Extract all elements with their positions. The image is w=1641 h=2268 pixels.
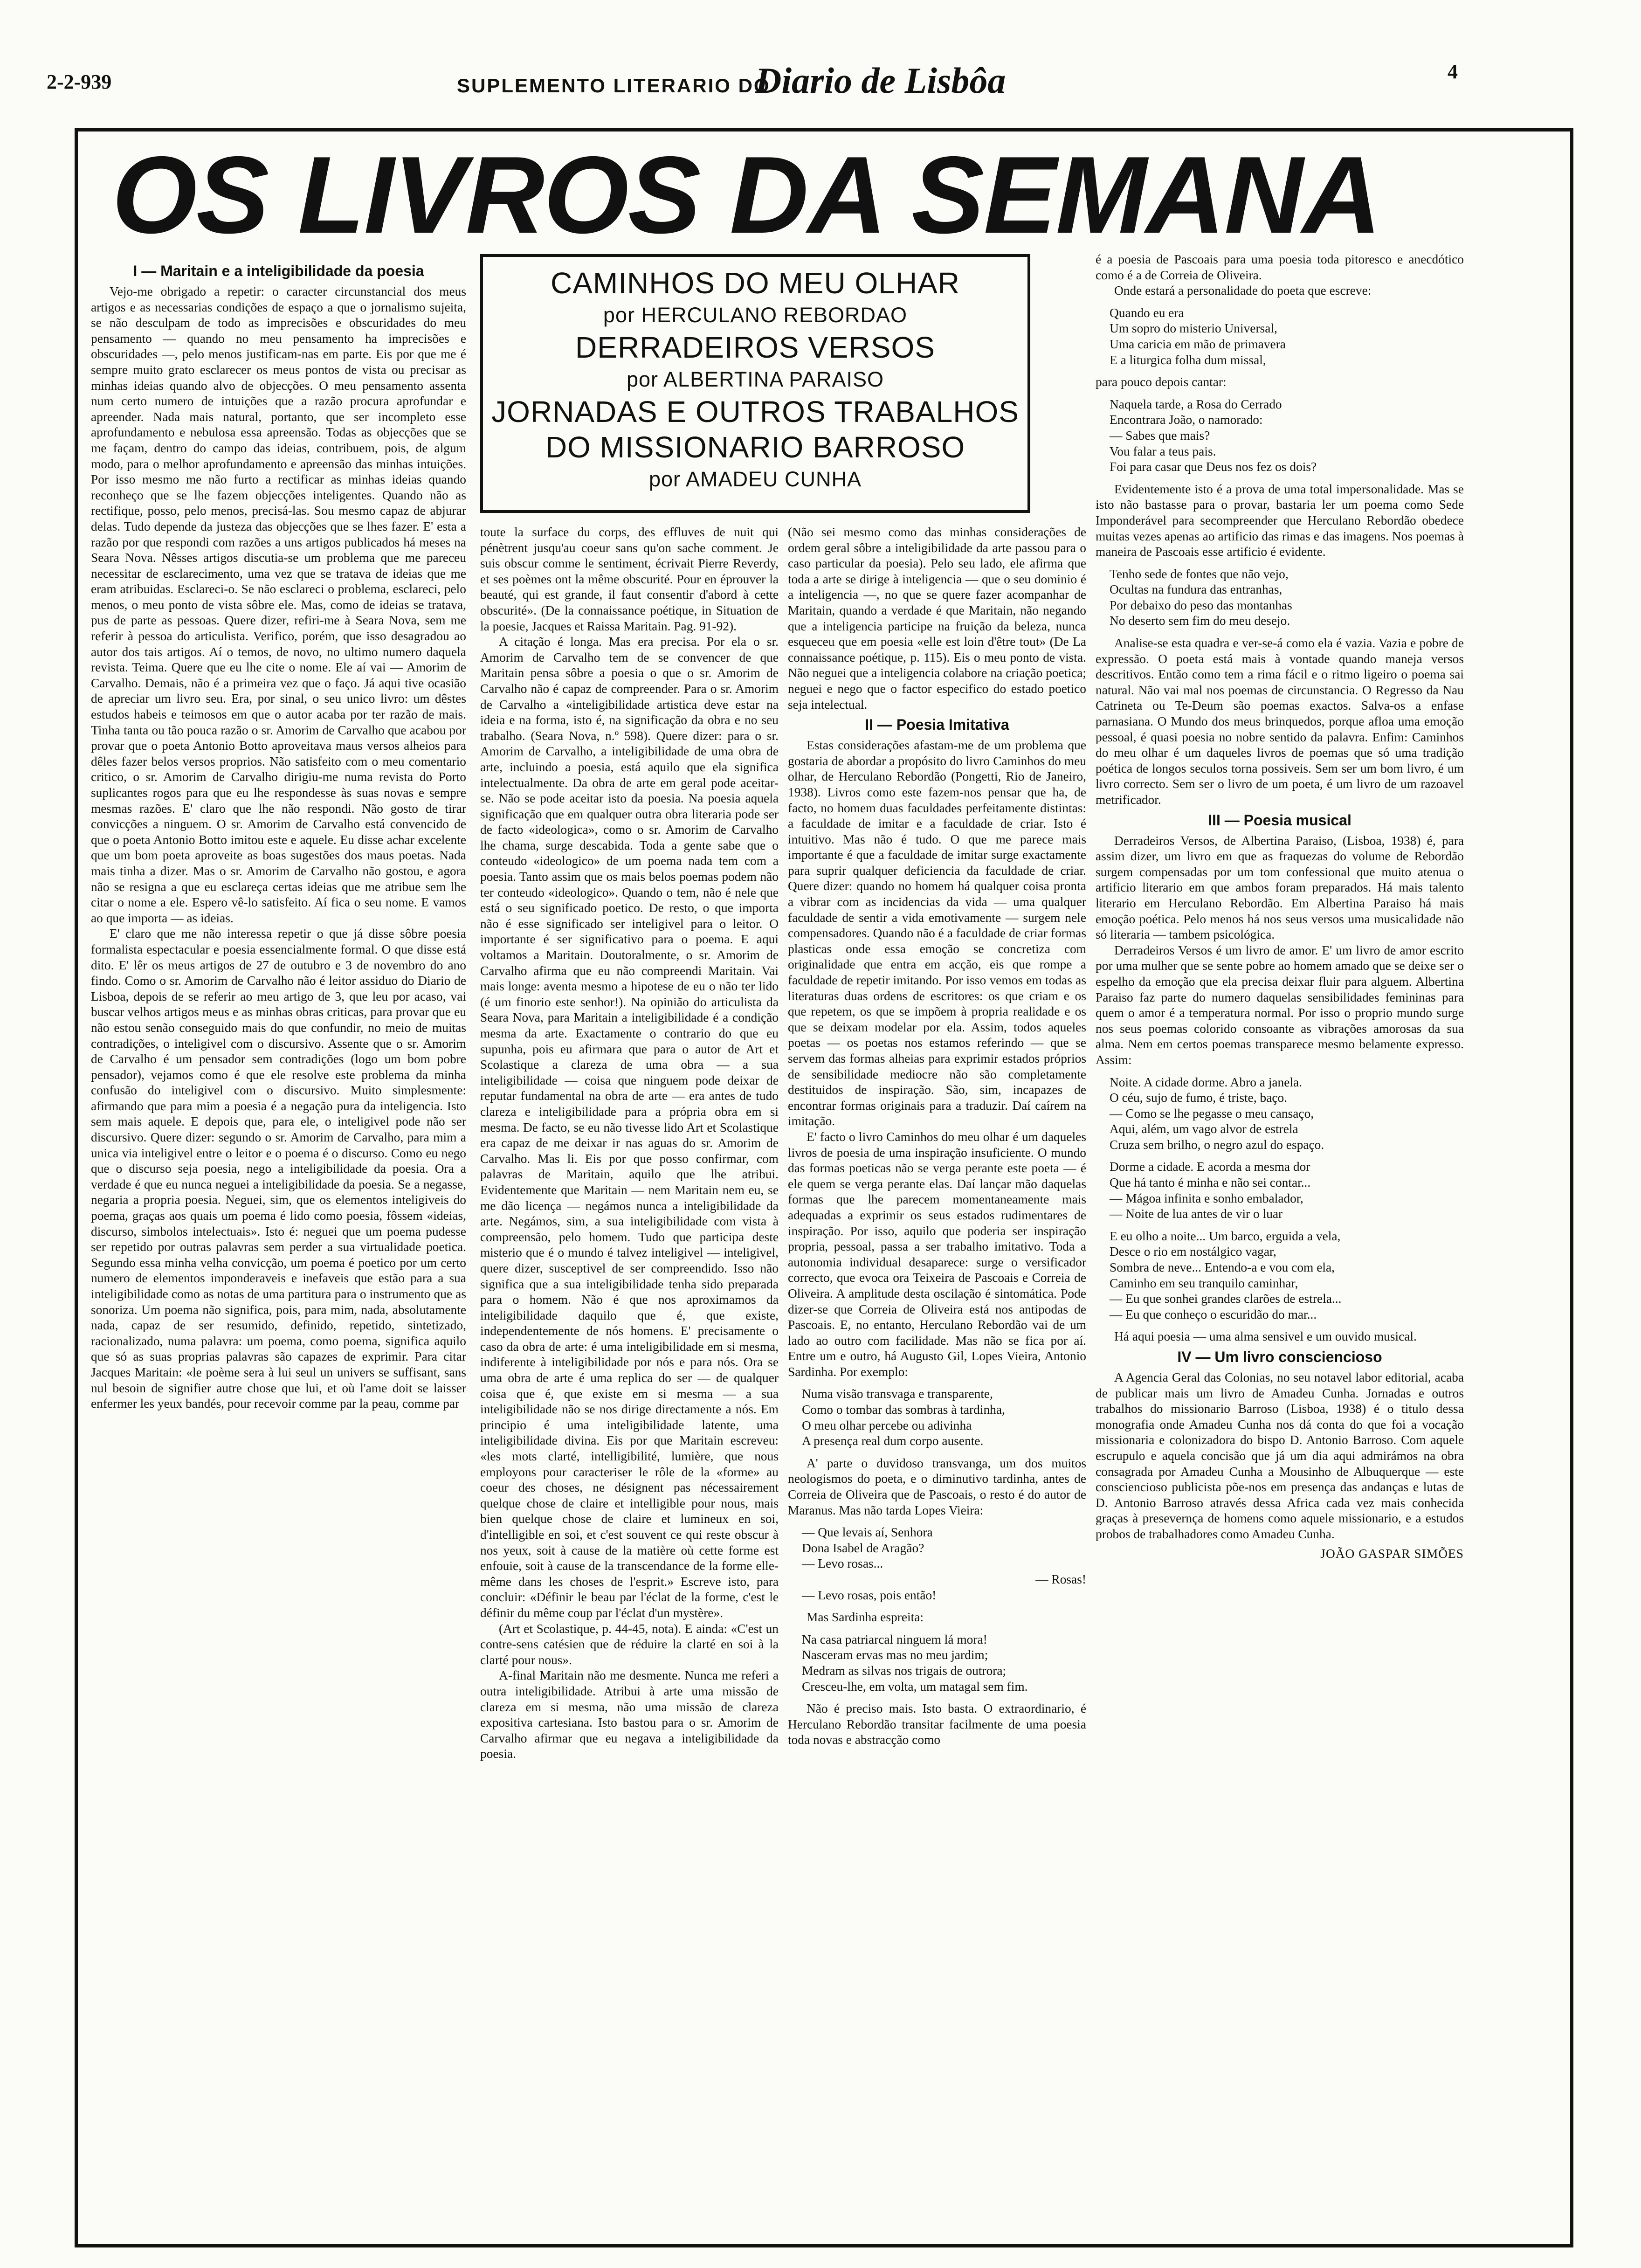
verse-block	[788, 1525, 1086, 1603]
verse-line: O meu olhar percebe ou adivinha	[802, 1418, 972, 1432]
paragraph: Vejo-me obrigado a repetir: o caracter circunstancial dos meus artigos e as necessarias condições de espaço a que o jornalismo sujeita, se não desculpam de todo as imprecisões e obscuridades do meu pensamento — quando no meu pensamento ha imprecisões e obscuridades —, pelo menos justificam-nas em parte. Eis por que me é sempre muito grato esclarecer os meus pontos de vista ou precisar as minhas ideias quando alvo de objecções. O meu pensamento assenta num certo numero de intuições que a razão procura aprofundar e apreender. Nada mais natural, portanto, que ser incompleto esse aprofundamento e nebulosa essa apreensão. Todas as objecções que se me façam, dentro do campo das ideias, contribuem, pois, de algum modo, para o melhor aprofundamento e apreensão das minhas intuições. Por isso mesmo me não furto a rectificar as minhas ideias quando reconheço que se lhe fazem objecções inteligentes. Quando não as rectifique, posso, pelo menos, precisá-las. Sou mesmo capaz de abjurar delas. Tudo depende da justeza das objecções que se lhes fazer. E' esta a razão por que respondi com razões a uns artigos publicados há meses na Seara Nova. Nêsses artigos discutia-se um problema que me pareceu necessitar de esclarecimento, uma vez que se tratava de ideias que me eram atribuidas. Esclareci-o. Se não esclareci o problema, esclareci, pelo menos, o meu ponto de vista sôbre ele. Mas, como de ideias se tratava, pus de parte as pessoas. Quere dizer, refiri-me à Seara Nova, sem me referir à pessoa do articulista. Verifico, porém, que isso desagradou ao autor dos tais artigos. Aí o temos, de novo, no ultimo numero daquela revista. Teima. Quere que eu lhe cite o nome. Ele aí vai — Amorim de Carvalho. Demais, não é a primeira vez que o faço. Já aqui tive ocasião de apreciar um livro seu. Era, por sinal, o seu unico livro: um dêstes estudos habeis e teimosos em que o autor acaba por ter razão de mais. Tinha tanta ou tão pouca razão o sr. Amorim de Carvalho que acabou por provar que o poeta Antonio Botto aproveitava maus versos alheios para dêles fazer belos versos proprios. Não satisfeito com o meu comentario critico, o sr. Amorim de Carvalho dirigiu-me numa revista do Porto suplicantes rogos para que eu lhe respondesse às suas novas e sempre mesmas razões. E' claro que lhe não respondi. Não gosto de tirar convicções a ninguem. O sr. Amorim de Carvalho está convencido de que o poeta Antonio Botto imitou este e aquele. Eu disse achar excelente que um bom poeta aproveite as boas sugestões dos maus poetas. Nada mais tinha a dizer. Mas o sr. Amorim de Carvalho não gostou, e agora não se resigna a que eu esclareça certas ideias que me atribue sem lhe citar o nome a ele. Espero vê-lo satisfeito. Aí fica o seu nome. E vamos ao que importa — as ideias.	[91, 284, 466, 925]
column-1	[91, 259, 466, 2217]
verse-line: Na casa patriarcal ninguem lá mora!	[802, 1632, 987, 1646]
verse-line: O céu, sujo de fumo, é triste, baço.	[1110, 1091, 1288, 1105]
section-3-heading: III — Poesia musical	[1208, 811, 1351, 829]
verse-line: Foi para casar que Deus nos fez os dois?	[1110, 460, 1317, 474]
column-3	[788, 525, 1086, 2217]
verse-block	[1096, 567, 1464, 629]
verse-line: Sombra de neve... Entendo-a e vou com ela,	[1110, 1260, 1335, 1275]
verse-block	[1096, 1229, 1464, 1323]
paragraph: E' facto o livro Caminhos do meu olhar é um daqueles livros de poesia de uma inspiração insuficiente. O mundo das formas poeticas não se verga perante este poeta — é ele quem se verga perante elas. Daí lançar mão daquelas formas que lhe parecem momentaneamente mais adequadas a exprimir os seus estados rudimentares de inspiração. Por isso, aquilo que poderia ser inspiração propria, pessoal, passa a ser trabalho imitativo. Toda a autonomia individual desaparece: surge o versificador correcto, que evoca ora Teixeira de Pascoais e Correia de Oliveira. A amplitude desta oscilação é sintomática. Pode dizer-se que Correia de Oliveira está nos antipodas de Pascoais. E, no entanto, Herculano Rebordão vai de um lado ao outro com facilidade. Mas não se fica por aí. Entre um e outro, há Augusto Gil, Lopes Vieira, Antonio Sardinha. Por exemplo:	[788, 1129, 1086, 1379]
book-author-3: por AMADEU CUNHA	[648, 467, 862, 491]
paragraph: E' claro que me não interessa repetir o que já disse sôbre poesia formalista espectacular e poesia essencialmente formal. O que disse está dito. E' lêr os meus artigos de 27 de outubro e 3 de novembro do ano findo. Como o sr. Amorim de Carvalho não é leitor assiduo do Diario de Lisboa, depois de se referir ao meu artigo de 3, que leu por acaso, vai buscar velhos artigos meus e as minhas obras criticas, para provar que eu não estou senão conseguido mais do que confundir, no meio de muitas contradições, o inteligivel com o discursivo. Assente que o sr. Amorim de Carvalho é um pensador sem contradições (logo um bom pobre pensador), vejamos como é que ele resolve este problema da minha confusão do inteligivel com o discursivo. Muito simplesmente: afirmando que para mim a poesia é a negação pura da inteligencia. Isto sem mais aquele. E depois que, para ele, o inteligivel pode não ser discursivo. Quere dizer: segundo o sr. Amorim de Carvalho, para mim a unica via inteligivel entre o leitor e o poema é o discurso. Como eu nego que o discurso seja poesia, nego a inteligibilidade da poesia. Ora a verdade é que eu nunca neguei a inteligibilidade da poesia. Se a negasse, negaria a propria poesia. Neguei, sim, que os elementos inteligiveis do poema, graças aos quais um poema é lido como poesia, fôssem «ideias, discurso, simbolos intelectuais». Isto é: neguei que um poema pudesse ser repetido por outras palavras sem perder a sua virtualidade poetica. Segundo essa minha velha convicção, um poema é poetico por um certo numero de elementos imponderaveis e inefaveis que estão para a sua inteligibilidade como as notas de uma partitura para o instrumento que as sonoriza. Um poema não significa, pois, para mim, nada, absolutamente nada, capaz de ser resumido, definido, repetido, sintetizado, racionalizado, numa palavra: um poema, como poema, significa aquilo que só as suas proprias palavras são capazes de exprimir. Para citar Jacques Maritain: «le poème sera à lui seul un univers se suffisant, sans nul besoin de signifier autre chose que lui, et où l'ame doit se laisser enfermer les yeux bandés, pour recevoir comme par la peau, comme par	[91, 927, 466, 1411]
verse-line: Um sopro do misterio Universal,	[1110, 321, 1277, 336]
section-4-heading: IV — Um livro consciencioso	[1177, 1348, 1382, 1365]
books-title-box	[480, 254, 1030, 513]
paragraph: Mas Sardinha espreita:	[807, 1610, 924, 1625]
verse-line: Noite. A cidade dorme. Abro a janela.	[1110, 1075, 1303, 1089]
verse-block	[788, 1386, 1086, 1449]
verse-line: Dorme a cidade. E acorda a mesma dor	[1110, 1160, 1310, 1174]
paragraph: Há aqui poesia — uma alma sensivel e um ouvido musical.	[1114, 1329, 1417, 1344]
verse-line: — Levo rosas...	[802, 1556, 883, 1571]
book-author-1: por HERCULANO REBORDAO	[603, 303, 908, 327]
column-2	[480, 525, 779, 2217]
paragraph: A citação é longa. Mas era precisa. Por ela o sr. Amorim de Carvalho tem de se convencer de que Maritain pensa sôbre a poesia o que o sr. Amorim de Carvalho não é capaz de compreender. Para o sr. Amorim de Carvalho a «inteligibilidade artistica deve estar na ideia e na forma, isto é, na significação da obra e no seu trabalho. (Seara Nova, n.º 598). Quere dizer: para o sr. Amorim de Carvalho, a inteligibilidade de uma obra de arte, incluindo a poesia, está aquilo que ela significa intelectualmente. Da obra de arte em geral pode aceitar-se. Não se pode aceitar isto da poesia. Na poesia aquela significação que em qualquer outra obra literaria pode ser de facto «ideologica», como o sr. Amorim de Carvalho lhe chama, surge descabida. Toda a gente sabe que o conteudo «ideologico» de um poema nada tem com a poesia. Tanto assim que os mais belos poemas podem não ter conteudo «ideologico». Quando o tem, não é nele que está o seu significado poetico. De resto, o que importa não é esse significado ser inteligivel para o leitor. O importante é ser significativo para o poema. E aqui voltamos a Maritain. Doutoralmente, o sr. Amorim de Carvalho afirma que eu não compreendi Maritain. Vai mais longe: aventa mesmo a hipotese de eu o não ter lido (é um finorio este senhor!). Na opinião do articulista da Seara Nova, para Maritain a inteligibilidade é a condição mesma da arte. Exactamente o contrario do que eu supunha, pois eu afirmara que para o autor de Art et Scolastique a clareza de uma obra — a sua inteligibilidade — coisa que ninguem pode deixar de reputar fundamental na obra de arte — era antes de tudo clareza e inteligibilidade para a própria obra em si mesma. De facto, se eu não tivesse lido Art et Scolastique era capaz de me deixar ir nas aguas do sr. Amorim de Carvalho. Mas li. Eis por que posso confirmar, com palavras de Maritain, aquilo que lhe atribui. Evidentemente que Maritain — nem Maritain nem eu, se me dão licença — negámos nunca a inteligibilidade da arte. Negámos, sim, a sua inteligibilidade com vista à compreensão, pelo homem. Tudo que participa deste misterio que é o mundo é talvez inteligivel — inteligivel, quere dizer, susceptivel de ser compreendido. Isso não significa que a sua inteligibilidade tenha sido preparada para o homem. Não é que nos aproximamos da inteligibilidade daquilo que é, que existe, independentemente de nós homens. E' precisamente o caso da obra de arte: é uma inteligibilidade em si mesma, indiferente à inteligibilidade por nós e para nós. Ora se uma obra de arte é uma replica do ser — de qualquer coisa que é, que existe em si mesma — a sua inteligibilidade não se nos dirige directamente a nós. Em principio é uma inteligibilidade latente, uma inteligibilidade divina. Eis por que Maritain escreveu: «les mots clarté, intelligibilité, lumière, que nous employons pour caracteriser le rôle de la «forme» au coeur des choses, ne désignent pas nécessairement quelque chose de claire et intelligible pour nous, mais bien quelque chose de claire et lumineux en soi, d'intelligible en soi, et c'est souvent ce qui reste obscur à nos yeux, soit à cause de la matière où cette forme est enfouie, soit à cause de la transcendance de la forme elle-même dans les choses de l'esprit.» Escreve isto, para concluir: «Définir le beau par l'éclat de la forme, c'est le définir du même coup par l'éclat d'un mystère».	[480, 635, 779, 1620]
page-number: 4	[1448, 60, 1458, 83]
verse-line: Como o tombar das sombras à tardinha,	[802, 1403, 1005, 1417]
verse-block	[1096, 305, 1464, 368]
verse-line: Encontrara João, o namorado:	[1110, 413, 1263, 427]
verse-line: Aqui, além, um vago alvor de estrela	[1110, 1122, 1298, 1136]
verse-line: — Eu que sonhei grandes clarões de estrela...	[1110, 1292, 1342, 1306]
issue-date: 2-2-939	[47, 70, 112, 93]
verse-line: — Levo rosas, pois então!	[802, 1588, 937, 1602]
verse-line: — Rosas!	[1035, 1572, 1086, 1586]
page-headline: OS LIVROS DA SEMANA	[112, 133, 1381, 256]
verse-line: Quando eu era	[1110, 305, 1184, 320]
verse-line: Que há tanto é minha e não sei contar...	[1110, 1175, 1311, 1190]
paragraph: é a poesia de Pascoais para uma poesia toda pitoresco e anecdótico como é a de Correia de Oliveira.	[1096, 252, 1464, 282]
supplement-label: SUPLEMENTO LITERARIO DO	[457, 75, 771, 97]
verse-block	[788, 1632, 1086, 1694]
verse-line: Ocultas na fundura das entranhas,	[1110, 582, 1282, 597]
paragraph: Não é preciso mais. Isto basta. O extraordinario, é Herculano Rebordão transitar facilmente de uma poesia toda novas e abstracção como	[788, 1701, 1086, 1747]
section-2-heading: II — Poesia Imitativa	[865, 716, 1009, 733]
paragraph: A' parte o duvidoso transvanga, um dos muitos neologismos do poeta, e o diminutivo tardinha, antes de Correia de Oliveira que de Pascoais, o resto é do autor de Maranus. Mas não tarda Lopes Vieira:	[788, 1456, 1086, 1517]
verse-line: Cruza sem brilho, o negro azul do espaço.	[1110, 1137, 1324, 1152]
verse-line: E a liturgica folha dum missal,	[1110, 353, 1266, 367]
verse-line: No deserto sem fim do meu desejo.	[1110, 614, 1290, 628]
verse-block	[1096, 397, 1464, 475]
column-4	[1096, 252, 1464, 2217]
verse-line: Caminho em seu tranquilo caminhar,	[1110, 1276, 1298, 1290]
newspaper-name: Diario de Lisbôa	[755, 60, 1006, 101]
paragraph: Analise-se esta quadra e ver-se-á como ela é vazia. Vazia e pobre de expressão. O poeta está mais à vontade quando maneja versos descritivos. Então como tem a rima fácil e o ritmo ligeiro o poema sai natural. Não vai mal nos poemas de circunstancia. O Regresso da Nau Catrineta ou Te-Deum são poemas exactos. Salva-os a enfase parnasiana. O Mundo dos meus brinquedos, porque afloa uma emoção pessoal, é quasi poesia no nobre sentido da palavra. Enfim: Caminhos do meu olhar é um daqueles livros de poemas que só uma tradição poética de longos seculos torna possiveis. Sem ser um bom livro, é um livro correcto. Sem ser o livro de um poeta, é um livro de um razoavel metrificador.	[1096, 636, 1464, 807]
verse-line: E eu olho a noite... Um barco, erguida a vela,	[1110, 1229, 1341, 1243]
verse-block	[1096, 1159, 1464, 1222]
verse-line: — Como se lhe pegasse o meu cansaço,	[1110, 1106, 1314, 1120]
verse-line: Uma caricia em mão de primavera	[1110, 337, 1286, 351]
paragraph: A Agencia Geral das Colonias, no seu notavel labor editorial, acaba de publicar mais um livro de Amadeu Cunha. Jornadas e outros trabalhos do missionario Barroso (Lisboa, 1938) é o titulo dessa monografia onde Amadeu Cunha nos dá conta do que foi a vocação missionaria e colonizadora do bispo D. Antonio Barroso. Com aquele escrupulo e aquela concisão que já um dia aqui admirámos na obra consagrada por Amadeu Cunha a Mousinho de Albuquerque — este consciencioso publicista põe-nos em presença das andanças e lutas de D. Antonio Barroso através dessa Africa cada vez mais conhecida graças à presevernça de homens como aquele missionario, e a estudos probos de trabalhadores como Amadeu Cunha.	[1096, 1370, 1464, 1541]
verse-line: A presença real dum corpo ausente.	[802, 1434, 984, 1448]
verse-line: — Sabes que mais?	[1110, 428, 1210, 443]
verse-line: Tenho sede de fontes que não vejo,	[1110, 567, 1289, 581]
verse-line: — Noite de lua antes de vir o luar	[1110, 1207, 1283, 1221]
book-title-1: CAMINHOS DO MEU OLHAR	[551, 266, 960, 300]
verse-line: Medram as silvas nos trigais de outrora;	[802, 1663, 1007, 1678]
paragraph: Evidentemente isto é a prova de uma total impersonalidade. Mas se isto não bastasse para o provar, bastaria ler um poema como Sede Imponderável para secompreender que Herculano Rebordão obedece muitas vezes apenas ao artificio das rimas e das imagens. Nos poemas à maneira de Pascoais esse artificio é evidente.	[1096, 482, 1464, 559]
verse-line: — Eu que conheço o escuridão do mar...	[1110, 1307, 1317, 1321]
section-1-heading: I — Maritain e a inteligibilidade da poesia	[133, 263, 424, 279]
verse-line: Desce o rio em nostálgico vagar,	[1110, 1245, 1276, 1259]
paragraph: A-final Maritain não me desmente. Nunca me referi a outra inteligibilidade. Atribui à arte uma missão de clareza em si mesma, não uma missão de clareza expositiva cartesiana. Isto bastou para o sr. Amorim de Carvalho afirmar que eu negava a inteligibilidade da poesia.	[480, 1668, 779, 1761]
verse-line: Numa visão transvaga e transparente,	[802, 1387, 993, 1401]
verse-line: Nasceram ervas mas no meu jardim;	[802, 1648, 988, 1662]
verse-block	[1096, 1075, 1464, 1153]
verse-line: Vou falar a teus pais.	[1110, 444, 1216, 458]
verse-line: Por debaixo do peso das montanhas	[1110, 598, 1292, 612]
book-title-3b: DO MISSIONARIO BARROSO	[545, 430, 965, 464]
book-author-2: por ALBERTINA PARAISO	[626, 367, 884, 391]
paragraph: (Não sei mesmo como das minhas considerações de ordem geral sôbre a inteligibilidade da arte passou para o caso particular da poesia). Pelo seu lado, ele afirma que toda a arte se dirige à inteligencia — que o seu dominio é a inteligencia —, no que se quere fazer acompanhar de Maritain, quando a verdade é que Maritain, não negando que a inteligencia participe na fruição da beleza, nunca esqueceu que em poesia «elle est loin d'être tout» (De La connaissance poétique, p. 115). Eis o meu ponto de vista. Não neguei que a inteligencia colabore na criação poetica; neguei e nego que o factor especifico do estado poetico seja intelectual.	[788, 525, 1086, 712]
verse-line: — Que levais aí, Senhora	[802, 1525, 933, 1540]
book-title-3a: JORNADAS E OUTROS TRABALHOS	[491, 395, 1019, 429]
verse-line: Dona Isabel de Aragão?	[802, 1541, 924, 1555]
paragraph: toute la surface du corps, des effluves de nuit qui pénètrent jusqu'au coeur sans qu'on sache comment. Je suis obscur comme le sentiment, écrivait Pierre Reverdy, et ses poèmes ont la même obscurité. Pour en éprouver la beauté, qui est grande, il faut consentir d'abord à cette obscurité». (De la connaissance poétique, in Situation de la poesie, Jacques et Raissa Maritain. Pag. 91-92).	[480, 525, 779, 633]
book-title-2: DERRADEIROS VERSOS	[575, 331, 935, 364]
paragraph: Derradeiros Versos, de Albertina Paraiso, (Lisboa, 1938) é, para assim dizer, um livro em que as fraquezas do volume de Rebordão surgem compensadas por um tom confessional que muito atenua o artificio literario em que ambos foram preparados. Há mais talento literario em Herculano Rebordão. Em Albertina Paraiso há mais emoção poética. Pelo menos há nos seus versos uma musicalidade não só literaria — tambem psicológica.	[1096, 833, 1464, 942]
paragraph: (Art et Scolastique, p. 44-45, nota). E ainda: «C'est un contre-sens catésien que de réduire la clarté en soi à la clarté pour nous».	[480, 1621, 779, 1667]
paragraph: para pouco depois cantar:	[1096, 375, 1227, 389]
verse-line: — Mágoa infinita e sonho embalador,	[1110, 1191, 1303, 1205]
verse-line: Naquela tarde, a Rosa do Cerrado	[1110, 397, 1282, 411]
paragraph: Onde estará a personalidade do poeta que escreve:	[1114, 284, 1372, 298]
paragraph: Derradeiros Versos é um livro de amor. E' um livro de amor escrito por uma mulher que se sente pobre ao homem amado que se deixe ser o espelho da emoção que ela precisa deixar fluir para alguem. Albertina Paraiso faz parte do numero daquelas sensibilidades femininas para quem o amor é a temperatura normal. Por isso o proprio mundo surge nos seus poemas colorido consoante as vibrações amorosas da sua alma. Nem em certos poemas transparece mesmo belamente expresso. Assim:	[1096, 943, 1464, 1067]
author-signature: JOÃO GASPAR SIMÕES	[1320, 1546, 1464, 1561]
paragraph: Estas considerações afastam-me de um problema que gostaria de abordar a propósito do livro Caminhos do meu olhar, de Herculano Rebordão (Pongetti, Rio de Janeiro, 1938). Livros como este fazem-nos pensar que ha, de facto, no homem duas faculdades perfeitamente distintas: a faculdade de imitar e a faculdade de criar. Isto é intuitivo. Mas não é tudo. O que me parece mais importante é que a faculdade de imitar surge exactamente para suprir qualquer deficiencia da faculdade de criar. Quere dizer: quando no homem há qualquer coisa pronta a vibrar com as incidencias da vida — uma qualquer faculdade de sentir a vida emotivamente — surgem nele compensadores. Quando não é a faculdade de criar formas plasticas onde essa emoção se concretiza com originalidade que entra em acção, eis que rompe a faculdade de repetir imitando. Por isso vemos em todas as literaturas duas ordens de escritores: os que criam e os que repetem, os que se impõem à propria realidade e os que se deixam modelar por ela. Assim, todos aqueles poetas — os poetas nos estamos referindo — que se servem das formas alheias para exprimir estados próprios de sensibilidade mediocre não são completamente destituidos de inspiração. São, sim, incapazes de encontrar formas originais para a traduzir. Daí caírem na imitação.	[788, 738, 1086, 1128]
verse-line: Cresceu-lhe, em volta, um matagal sem fim.	[802, 1679, 1028, 1694]
